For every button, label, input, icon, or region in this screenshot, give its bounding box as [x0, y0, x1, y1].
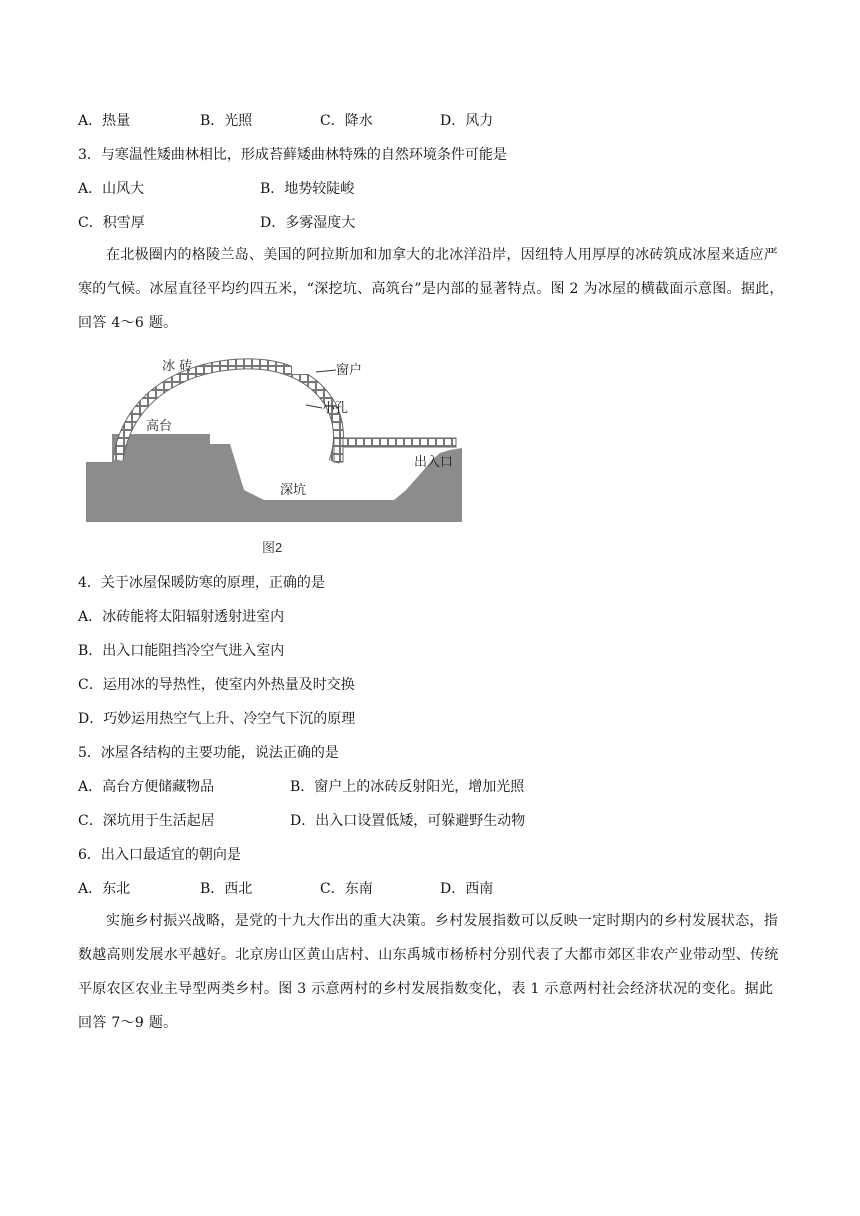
q4-option-a: A．冰砖能将太阳辐射透射进室内 [78, 609, 285, 625]
q3-stem: 3．与寒温性矮曲林相比，形成苔藓矮曲林特殊的自然环境条件可能是 [78, 147, 507, 163]
label-ice-brick: 冰 砖 [162, 359, 193, 374]
village-intro-paragraph: 实施乡村振兴战略，是党的十九大作出的重大决策。乡村发展指数可以反映一定时期内的乡村发展状态，指数越高则发展水平越好。北京房山区黄山店村、山东禹城市杨桥村分别代表了大都市郊区非农产业带动型、传统平原农区农业主导型两类乡村。图 3 示意两村的乡村发展指数变化，表 1 示意两村社会经济状况的变化。据此回答 7～9 题。 [78, 913, 779, 1031]
tunnel-wall [334, 438, 343, 462]
hole-pointer [306, 405, 322, 408]
label-entrance: 出入口 [414, 455, 454, 470]
q4-stem: 4．关于冰屋保暖防寒的原理，正确的是 [78, 575, 325, 591]
q5-options-row-2 [78, 811, 525, 831]
window-pointer [316, 370, 336, 372]
label-window: 窗户 [336, 363, 363, 378]
q6-options-row [78, 879, 493, 899]
q5-option-c: C．深坑用于生活起居 [78, 813, 215, 829]
label-pit: 深坑 [280, 483, 307, 498]
entrance-tunnel [334, 438, 456, 447]
label-small-hole: 小孔 [322, 401, 349, 416]
label-platform: 高台 [146, 419, 173, 434]
q3-option-c: C．积雪厚 [78, 215, 145, 231]
q5-option-d: D．出入口设置低矮，可躲避野生动物 [290, 813, 526, 829]
q6-option-a: A．东北 [78, 881, 131, 897]
q4-option-b: B．出入口能阻挡冷空气进入室内 [78, 643, 285, 659]
igloo-diagram [84, 350, 474, 530]
q6-option-d: D．西南 [440, 881, 494, 897]
igloo-intro-paragraph: 在北极圈内的格陵兰岛、美国的阿拉斯加和加拿大的北冰洋沿岸，因纽特人用厚厚的冰砖筑成冰屋来适应严寒的气候。冰屋直径平均约四五米，“深挖坑、高筑台”是内部的显著特点。图 2 为冰屋的横截面示意图。据此，回答 4～6 题。 [78, 247, 784, 331]
q3-options-row-1 [78, 179, 354, 199]
q5-option-a: A．高台方便储藏物品 [78, 779, 215, 795]
q3-option-b: B．地势较陡峻 [260, 181, 355, 197]
q2-option-d: D．风力 [440, 113, 494, 129]
q2-option-a: A．热量 [78, 113, 131, 129]
figure-2-caption: 图2 [262, 540, 283, 555]
q5-option-b: B．窗户上的冰砖反射阳光，增加光照 [290, 779, 525, 795]
q2-option-c: C．降水 [320, 113, 373, 129]
q3-options-row-2 [78, 213, 355, 233]
igloo-cross-section-figure [84, 350, 474, 560]
q5-stem: 5．冰屋各结构的主要功能，说法正确的是 [78, 745, 339, 761]
q3-option-d: D．多雾湿度大 [260, 215, 356, 231]
q3-option-a: A．山风大 [78, 181, 145, 197]
q4-option-d: D．巧妙运用热空气上升、冷空气下沉的原理 [78, 711, 356, 727]
q6-stem: 6．出入口最适宜的朝向是 [78, 847, 241, 863]
q5-options-row-1 [78, 777, 524, 797]
q6-option-b: B．西北 [200, 881, 253, 897]
q4-option-c: C．运用冰的导热性，使室内外热量及时交换 [78, 677, 355, 693]
window-gap [292, 362, 308, 374]
q2-option-b: B．光照 [200, 113, 253, 129]
q6-option-c: C．东南 [320, 881, 373, 897]
q2-options-row [78, 111, 493, 131]
